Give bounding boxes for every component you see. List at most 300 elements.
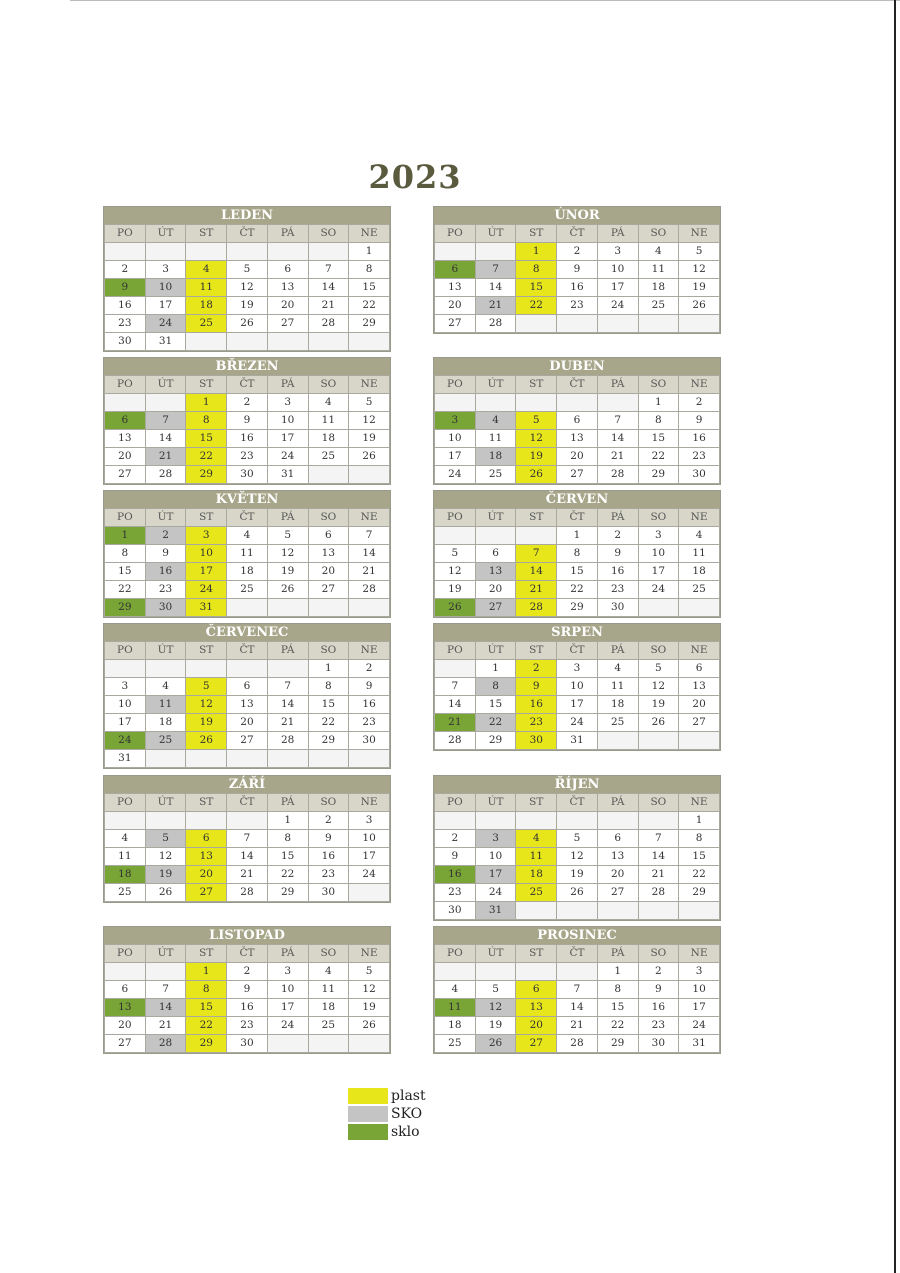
- day-cell: 10: [475, 848, 516, 866]
- day-cell: 3: [145, 261, 186, 279]
- empty-cell: [475, 527, 516, 545]
- weekday-header: ÚT: [475, 509, 516, 527]
- day-cell: 8: [679, 830, 720, 848]
- day-cell: 19: [186, 714, 227, 732]
- weekday-header: PO: [105, 509, 146, 527]
- day-cell: 7: [349, 527, 390, 545]
- day-cell: 19: [145, 866, 186, 884]
- day-cell: 5: [267, 527, 308, 545]
- day-cell: 22: [308, 714, 349, 732]
- day-cell: 26: [145, 884, 186, 902]
- day-cell: 12: [267, 545, 308, 563]
- empty-cell: [516, 902, 557, 920]
- day-cell: 24: [679, 1017, 720, 1035]
- weekday-header: ST: [186, 509, 227, 527]
- day-cell: 18: [679, 563, 720, 581]
- empty-cell: [557, 315, 598, 333]
- day-cell: 30: [145, 599, 186, 617]
- day-cell: 8: [267, 830, 308, 848]
- weekday-header: PO: [105, 642, 146, 660]
- day-cell: 11: [679, 545, 720, 563]
- day-cell: 16: [227, 999, 268, 1017]
- day-cell: 17: [267, 430, 308, 448]
- day-cell: 15: [557, 563, 598, 581]
- day-cell: 30: [516, 732, 557, 750]
- empty-cell: [186, 750, 227, 768]
- empty-cell: [308, 1035, 349, 1053]
- day-cell: 14: [435, 696, 476, 714]
- day-cell: 5: [638, 660, 679, 678]
- day-cell: 9: [349, 678, 390, 696]
- day-cell: 21: [349, 563, 390, 581]
- day-cell: 21: [267, 714, 308, 732]
- day-cell: 12: [638, 678, 679, 696]
- day-cell: 12: [475, 999, 516, 1017]
- day-cell: 22: [638, 448, 679, 466]
- empty-cell: [267, 750, 308, 768]
- day-cell: 4: [597, 660, 638, 678]
- day-cell: 31: [557, 732, 598, 750]
- empty-cell: [638, 732, 679, 750]
- empty-cell: [105, 963, 146, 981]
- day-cell: 17: [679, 999, 720, 1017]
- day-cell: 10: [105, 696, 146, 714]
- day-cell: 10: [679, 981, 720, 999]
- day-cell: 29: [597, 1035, 638, 1053]
- day-cell: 5: [186, 678, 227, 696]
- day-cell: 13: [308, 545, 349, 563]
- day-cell: 22: [105, 581, 146, 599]
- day-cell: 4: [308, 963, 349, 981]
- weekday-header: NE: [349, 642, 390, 660]
- day-cell: 1: [105, 527, 146, 545]
- day-cell: 11: [597, 678, 638, 696]
- day-cell: 22: [349, 297, 390, 315]
- day-cell: 10: [597, 261, 638, 279]
- day-cell: 5: [679, 243, 720, 261]
- day-cell: 30: [105, 333, 146, 351]
- month-leden: [103, 206, 391, 352]
- weekday-header: SO: [308, 794, 349, 812]
- day-cell: 24: [145, 315, 186, 333]
- day-cell: 16: [435, 866, 476, 884]
- day-cell: 26: [267, 581, 308, 599]
- day-cell: 9: [638, 981, 679, 999]
- day-cell: 16: [679, 430, 720, 448]
- day-cell: 14: [475, 279, 516, 297]
- day-cell: 16: [597, 563, 638, 581]
- day-cell: 7: [516, 545, 557, 563]
- day-cell: 23: [227, 448, 268, 466]
- empty-cell: [145, 812, 186, 830]
- day-cell: 18: [308, 999, 349, 1017]
- day-cell: 8: [349, 261, 390, 279]
- day-cell: 15: [597, 999, 638, 1017]
- month-title: ŘÍJEN: [434, 776, 720, 793]
- day-cell: 9: [105, 279, 146, 297]
- day-cell: 10: [349, 830, 390, 848]
- day-cell: 14: [308, 279, 349, 297]
- day-cell: 10: [557, 678, 598, 696]
- day-cell: 15: [186, 999, 227, 1017]
- day-cell: 19: [227, 297, 268, 315]
- day-cell: 26: [349, 1017, 390, 1035]
- day-cell: 7: [597, 412, 638, 430]
- day-cell: 27: [267, 315, 308, 333]
- day-cell: 24: [435, 466, 476, 484]
- day-cell: 6: [557, 412, 598, 430]
- day-cell: 20: [308, 563, 349, 581]
- month-title: DUBEN: [434, 358, 720, 375]
- day-cell: 19: [475, 1017, 516, 1035]
- day-cell: 13: [105, 430, 146, 448]
- month-květen: [103, 490, 391, 618]
- month-title: PROSINEC: [434, 927, 720, 944]
- day-cell: 30: [227, 466, 268, 484]
- empty-cell: [105, 394, 146, 412]
- day-cell: 2: [557, 243, 598, 261]
- day-cell: 12: [557, 848, 598, 866]
- day-cell: 14: [638, 848, 679, 866]
- empty-cell: [516, 963, 557, 981]
- weekday-header: SO: [638, 225, 679, 243]
- day-cell: 21: [597, 448, 638, 466]
- empty-cell: [435, 243, 476, 261]
- weekday-header: ST: [186, 794, 227, 812]
- empty-cell: [105, 660, 146, 678]
- weekday-header: SO: [308, 945, 349, 963]
- month-title: ÚNOR: [434, 207, 720, 224]
- weekday-header: NE: [679, 376, 720, 394]
- day-cell: 12: [516, 430, 557, 448]
- empty-cell: [638, 315, 679, 333]
- day-cell: 4: [145, 678, 186, 696]
- day-cell: 9: [145, 545, 186, 563]
- day-cell: 29: [349, 315, 390, 333]
- month-červen: [433, 490, 721, 618]
- day-cell: 26: [435, 599, 476, 617]
- day-cell: 19: [557, 866, 598, 884]
- weekday-header: ÚT: [475, 376, 516, 394]
- day-cell: 16: [638, 999, 679, 1017]
- day-cell: 22: [475, 714, 516, 732]
- empty-cell: [186, 333, 227, 351]
- day-cell: 11: [227, 545, 268, 563]
- empty-cell: [267, 333, 308, 351]
- day-cell: 6: [597, 830, 638, 848]
- day-cell: 9: [435, 848, 476, 866]
- weekday-header: PÁ: [267, 509, 308, 527]
- day-cell: 4: [638, 243, 679, 261]
- day-cell: 3: [267, 394, 308, 412]
- weekday-header: PÁ: [597, 642, 638, 660]
- weekday-header: PÁ: [267, 794, 308, 812]
- weekday-header: ČT: [227, 225, 268, 243]
- day-cell: 31: [145, 333, 186, 351]
- day-cell: 1: [638, 394, 679, 412]
- day-cell: 12: [227, 279, 268, 297]
- day-cell: 15: [475, 696, 516, 714]
- weekday-header: NE: [349, 509, 390, 527]
- day-cell: 26: [186, 732, 227, 750]
- weekday-header: ČT: [557, 945, 598, 963]
- day-cell: 30: [597, 599, 638, 617]
- weekday-header: ÚT: [145, 642, 186, 660]
- empty-cell: [227, 660, 268, 678]
- empty-cell: [227, 750, 268, 768]
- day-cell: 11: [435, 999, 476, 1017]
- day-cell: 10: [435, 430, 476, 448]
- day-cell: 2: [227, 394, 268, 412]
- day-cell: 3: [186, 527, 227, 545]
- day-cell: 1: [597, 963, 638, 981]
- empty-cell: [227, 333, 268, 351]
- day-cell: 26: [227, 315, 268, 333]
- day-cell: 25: [679, 581, 720, 599]
- day-cell: 20: [227, 714, 268, 732]
- day-cell: 18: [227, 563, 268, 581]
- weekday-header: NE: [349, 376, 390, 394]
- weekday-header: ST: [186, 225, 227, 243]
- weekday-header: ÚT: [145, 509, 186, 527]
- day-cell: 20: [267, 297, 308, 315]
- month-title: SRPEN: [434, 624, 720, 641]
- day-cell: 29: [186, 466, 227, 484]
- day-cell: 5: [349, 963, 390, 981]
- day-cell: 14: [516, 563, 557, 581]
- day-cell: 11: [105, 848, 146, 866]
- day-cell: 16: [308, 848, 349, 866]
- day-cell: 27: [679, 714, 720, 732]
- day-cell: 15: [186, 430, 227, 448]
- day-cell: 1: [679, 812, 720, 830]
- day-cell: 15: [105, 563, 146, 581]
- day-cell: 4: [679, 527, 720, 545]
- weekday-header: SO: [638, 509, 679, 527]
- weekday-header: ČT: [227, 376, 268, 394]
- day-cell: 27: [227, 732, 268, 750]
- day-cell: 10: [267, 981, 308, 999]
- weekday-header: ÚT: [475, 642, 516, 660]
- weekday-header: PO: [105, 225, 146, 243]
- day-cell: 17: [145, 297, 186, 315]
- day-cell: 15: [267, 848, 308, 866]
- day-cell: 23: [597, 581, 638, 599]
- day-cell: 16: [145, 563, 186, 581]
- empty-cell: [597, 812, 638, 830]
- weekday-header: PÁ: [267, 376, 308, 394]
- day-cell: 20: [597, 866, 638, 884]
- legend-item-sko: [348, 1105, 426, 1123]
- empty-cell: [475, 243, 516, 261]
- day-cell: 24: [557, 714, 598, 732]
- month-červenec: [103, 623, 391, 769]
- day-cell: 25: [308, 448, 349, 466]
- month-title: LEDEN: [104, 207, 390, 224]
- day-cell: 4: [186, 261, 227, 279]
- day-cell: 17: [267, 999, 308, 1017]
- day-cell: 14: [145, 430, 186, 448]
- day-cell: 18: [435, 1017, 476, 1035]
- day-cell: 6: [267, 261, 308, 279]
- day-cell: 4: [308, 394, 349, 412]
- day-cell: 11: [308, 412, 349, 430]
- empty-cell: [349, 1035, 390, 1053]
- empty-cell: [475, 812, 516, 830]
- day-cell: 18: [475, 448, 516, 466]
- day-cell: 23: [638, 1017, 679, 1035]
- empty-cell: [308, 466, 349, 484]
- day-cell: 28: [145, 1035, 186, 1053]
- day-cell: 2: [105, 261, 146, 279]
- day-cell: 14: [227, 848, 268, 866]
- month-title: KVĚTEN: [104, 491, 390, 508]
- empty-cell: [516, 812, 557, 830]
- day-cell: 5: [349, 394, 390, 412]
- day-cell: 2: [516, 660, 557, 678]
- day-cell: 9: [227, 981, 268, 999]
- day-cell: 3: [557, 660, 598, 678]
- day-cell: 19: [638, 696, 679, 714]
- day-cell: 30: [349, 732, 390, 750]
- day-cell: 29: [308, 732, 349, 750]
- day-cell: 28: [435, 732, 476, 750]
- empty-cell: [679, 902, 720, 920]
- day-cell: 25: [145, 732, 186, 750]
- day-cell: 13: [186, 848, 227, 866]
- day-cell: 26: [638, 714, 679, 732]
- empty-cell: [227, 599, 268, 617]
- day-cell: 8: [516, 261, 557, 279]
- day-cell: 25: [186, 315, 227, 333]
- day-cell: 4: [475, 412, 516, 430]
- top-rule: [70, 0, 900, 1]
- empty-cell: [349, 333, 390, 351]
- day-cell: 1: [186, 394, 227, 412]
- day-cell: 11: [145, 696, 186, 714]
- day-cell: 23: [308, 866, 349, 884]
- day-cell: 25: [227, 581, 268, 599]
- day-cell: 28: [267, 732, 308, 750]
- day-cell: 14: [267, 696, 308, 714]
- day-cell: 16: [105, 297, 146, 315]
- day-cell: 28: [145, 466, 186, 484]
- day-cell: 10: [186, 545, 227, 563]
- day-cell: 24: [105, 732, 146, 750]
- day-cell: 2: [308, 812, 349, 830]
- weekday-header: SO: [638, 945, 679, 963]
- day-cell: 16: [557, 279, 598, 297]
- day-cell: 13: [679, 678, 720, 696]
- legend-swatch-sklo: [348, 1124, 388, 1140]
- day-cell: 2: [435, 830, 476, 848]
- weekday-header: ČT: [557, 376, 598, 394]
- day-cell: 26: [679, 297, 720, 315]
- day-cell: 9: [557, 261, 598, 279]
- day-cell: 4: [227, 527, 268, 545]
- day-cell: 17: [186, 563, 227, 581]
- day-cell: 3: [105, 678, 146, 696]
- weekday-header: PO: [435, 642, 476, 660]
- weekday-header: PÁ: [267, 642, 308, 660]
- month-listopad: [103, 926, 391, 1054]
- empty-cell: [308, 333, 349, 351]
- day-cell: 1: [557, 527, 598, 545]
- empty-cell: [227, 812, 268, 830]
- day-cell: 13: [557, 430, 598, 448]
- day-cell: 2: [349, 660, 390, 678]
- weekday-header: PÁ: [597, 794, 638, 812]
- day-cell: 29: [267, 884, 308, 902]
- day-cell: 31: [679, 1035, 720, 1053]
- day-cell: 21: [557, 1017, 598, 1035]
- day-cell: 29: [105, 599, 146, 617]
- weekday-header: ST: [186, 376, 227, 394]
- day-cell: 19: [349, 430, 390, 448]
- day-cell: 13: [597, 848, 638, 866]
- weekday-header: ÚT: [145, 225, 186, 243]
- day-cell: 21: [435, 714, 476, 732]
- day-cell: 1: [516, 243, 557, 261]
- weekday-header: NE: [679, 642, 720, 660]
- empty-cell: [267, 599, 308, 617]
- empty-cell: [516, 527, 557, 545]
- day-cell: 21: [145, 448, 186, 466]
- day-cell: 2: [679, 394, 720, 412]
- weekday-header: PÁ: [597, 509, 638, 527]
- day-cell: 11: [638, 261, 679, 279]
- day-cell: 3: [475, 830, 516, 848]
- weekday-header: ČT: [227, 794, 268, 812]
- day-cell: 9: [227, 412, 268, 430]
- empty-cell: [267, 660, 308, 678]
- day-cell: 23: [145, 581, 186, 599]
- weekday-header: ST: [516, 642, 557, 660]
- weekday-header: SO: [308, 376, 349, 394]
- day-cell: 31: [186, 599, 227, 617]
- day-cell: 22: [557, 581, 598, 599]
- day-cell: 30: [227, 1035, 268, 1053]
- day-cell: 14: [597, 430, 638, 448]
- weekday-header: SO: [308, 509, 349, 527]
- day-cell: 28: [557, 1035, 598, 1053]
- day-cell: 6: [105, 981, 146, 999]
- empty-cell: [679, 599, 720, 617]
- weekday-header: ČT: [557, 794, 598, 812]
- day-cell: 19: [516, 448, 557, 466]
- day-cell: 26: [349, 448, 390, 466]
- weekday-header: PO: [435, 376, 476, 394]
- day-cell: 2: [597, 527, 638, 545]
- day-cell: 27: [186, 884, 227, 902]
- day-cell: 22: [516, 297, 557, 315]
- day-cell: 28: [475, 315, 516, 333]
- month-září: [103, 775, 391, 903]
- day-cell: 28: [516, 599, 557, 617]
- day-cell: 10: [638, 545, 679, 563]
- day-cell: 1: [186, 963, 227, 981]
- day-cell: 12: [435, 563, 476, 581]
- empty-cell: [105, 243, 146, 261]
- day-cell: 24: [475, 884, 516, 902]
- month-březen: [103, 357, 391, 485]
- day-cell: 22: [597, 1017, 638, 1035]
- day-cell: 31: [105, 750, 146, 768]
- day-cell: 9: [597, 545, 638, 563]
- year-title: 2023: [368, 158, 462, 196]
- day-cell: 6: [105, 412, 146, 430]
- weekday-header: ČT: [557, 509, 598, 527]
